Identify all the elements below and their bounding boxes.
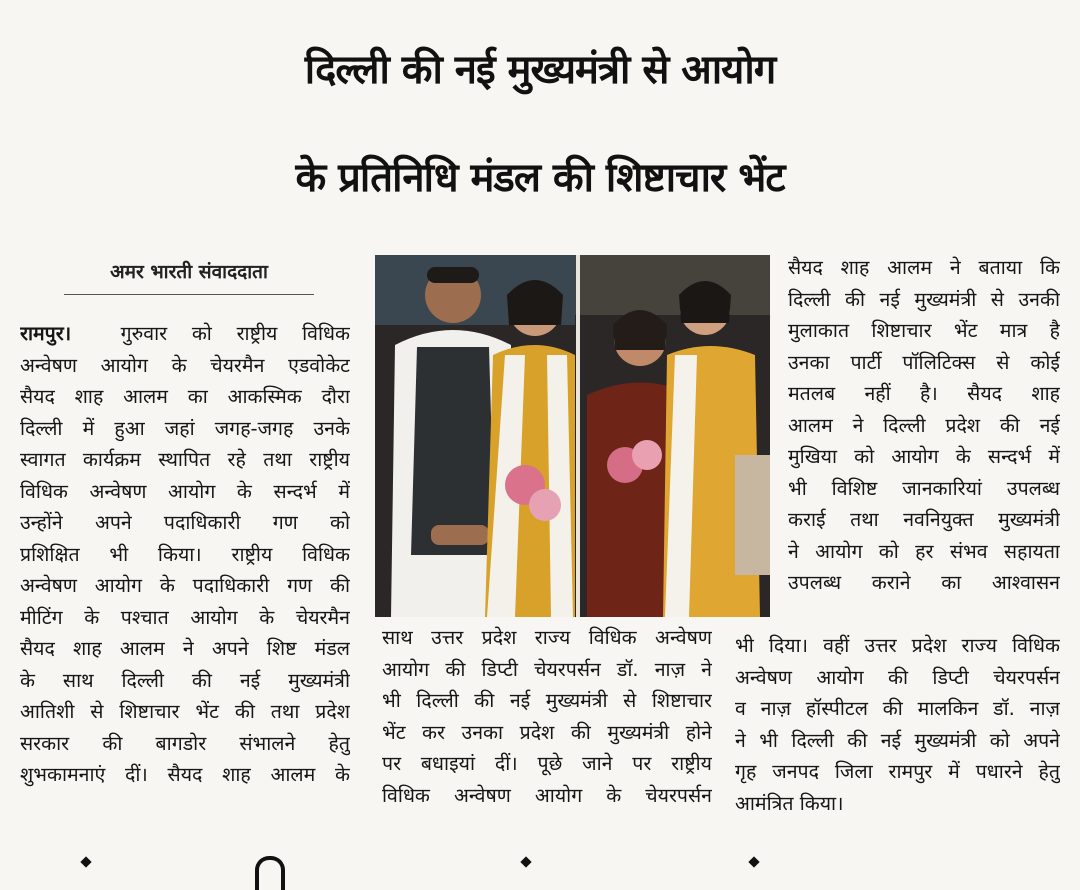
text-line: भी दिया। वहीं उत्तर प्रदेश राज्य विधिक [735, 634, 1060, 657]
text-line: उपलब्ध कराने का आश्वासन [788, 571, 1060, 594]
text-line: सरकार की बागडोर संभालने हेतु [20, 731, 350, 755]
text-line: पर बधाइयां दीं। पूछे जाने पर राष्ट्रीय [382, 752, 712, 775]
text-line: भी विशिष्ट जानकारियां उपलब्ध [788, 476, 1060, 500]
text-line: ने आयोग को हर संभव सहायता [788, 539, 1060, 563]
text-line: आमंत्रित किया। [735, 791, 844, 815]
ornament [520, 856, 531, 867]
text-line: गृह जनपद जिला रामपुर में पधारने हेतु [735, 760, 1060, 783]
article-column-3-top [788, 252, 1060, 599]
article-column-1 [20, 318, 350, 791]
ornament [80, 856, 91, 867]
text-line: भी दिल्ली की नई मुख्यमंत्री से शिष्टाचार [382, 689, 712, 712]
text-line: उन्होंने अपने पदाधिकारी गण को [20, 511, 350, 534]
cropped-bottom-edge [0, 852, 1080, 875]
text-line: मीटिंग के पश्चात आयोग के चेयरमैन [20, 605, 350, 629]
byline-divider [64, 294, 314, 295]
text-line: सैयद शाह आलम ने अपने शिष्ट मंडल [20, 637, 350, 660]
text-line: के साथ दिल्ली की नई मुख्यमंत्री [20, 668, 350, 692]
text-line: दिल्ली की नई मुख्यमंत्री से उनकी [788, 287, 1060, 311]
text-line: अन्वेषण आयोग की डिप्टी चेयरपर्सन [735, 665, 1060, 689]
text-line: अन्वेषण आयोग के पदाधिकारी गण की [20, 574, 350, 597]
text-line: उनका पार्टी पॉलिटिक्स से कोई [788, 350, 1060, 374]
text-line: विधिक अन्वेषण आयोग के सन्दर्भ में [20, 479, 350, 503]
dateline: रामपुर। [20, 322, 72, 345]
text-line: मुखिया को आयोग के सन्दर्भ में [788, 445, 1060, 468]
text-line: सैयद शाह आलम का आकस्मिक दौरा [20, 385, 350, 408]
ornament [748, 856, 759, 867]
text-line: आलम ने दिल्ली प्रदेश की नई [788, 413, 1060, 437]
text-line: आतिशी से शिष्टाचार भेंट की तथा प्रदेश [20, 700, 350, 723]
text-line: गुरुवार को राष्ट्रीय विधिक [120, 322, 350, 345]
text-line: अन्वेषण आयोग के चेयरमैन एडवोकेट [20, 353, 350, 377]
text-line: भेंट कर उनका प्रदेश की मुख्यमंत्री होने [382, 720, 712, 744]
article-column-3-bottom [735, 630, 1060, 819]
text-line: शुभकामनाएं दीं। सैयद शाह आलम के [20, 763, 350, 786]
text-line: मतलब नहीं है। सैयद शाह [788, 382, 1060, 405]
text-line: कराई तथा नवनियुक्त मुख्यमंत्री [788, 508, 1060, 531]
byline: अमर भारती संवाददाता [110, 261, 268, 283]
article-column-2 [382, 622, 712, 811]
text-line: मुलाकात शिष्टाचार भेंट मात्र है [788, 319, 1060, 342]
headline-line-2: के प्रतिनिधि मंडल की शिष्टाचार भेंट [295, 155, 785, 201]
text-line: प्रशिक्षित भी किया। राष्ट्रीय विधिक [20, 542, 350, 566]
news-photo [375, 255, 770, 617]
text-line: व नाज़ हॉस्पीटल की मालकिन डॉ. नाज़ [735, 697, 1060, 720]
headline-line-1: दिल्ली की नई मुख्यमंत्री से आयोग [304, 47, 776, 93]
text-line: आयोग की डिप्टी चेयरपर्सन डॉ. नाज़ ने [382, 657, 712, 681]
text-line: दिल्ली में हुआ जहां जगह-जगह उनके [20, 416, 350, 440]
text-line: विधिक अन्वेषण आयोग के चेयरपर्सन [382, 783, 712, 807]
ornament [255, 856, 285, 890]
text-line: ने भी दिल्ली की नई मुख्यमंत्री को अपने [735, 728, 1060, 752]
text-line: साथ उत्तर प्रदेश राज्य विधिक अन्वेषण [382, 626, 712, 649]
text-line: सैयद शाह आलम ने बताया कि [788, 256, 1060, 279]
text-line: स्वागत कार्यक्रम स्थापित रहे तथा राष्ट्रीय [20, 448, 350, 471]
